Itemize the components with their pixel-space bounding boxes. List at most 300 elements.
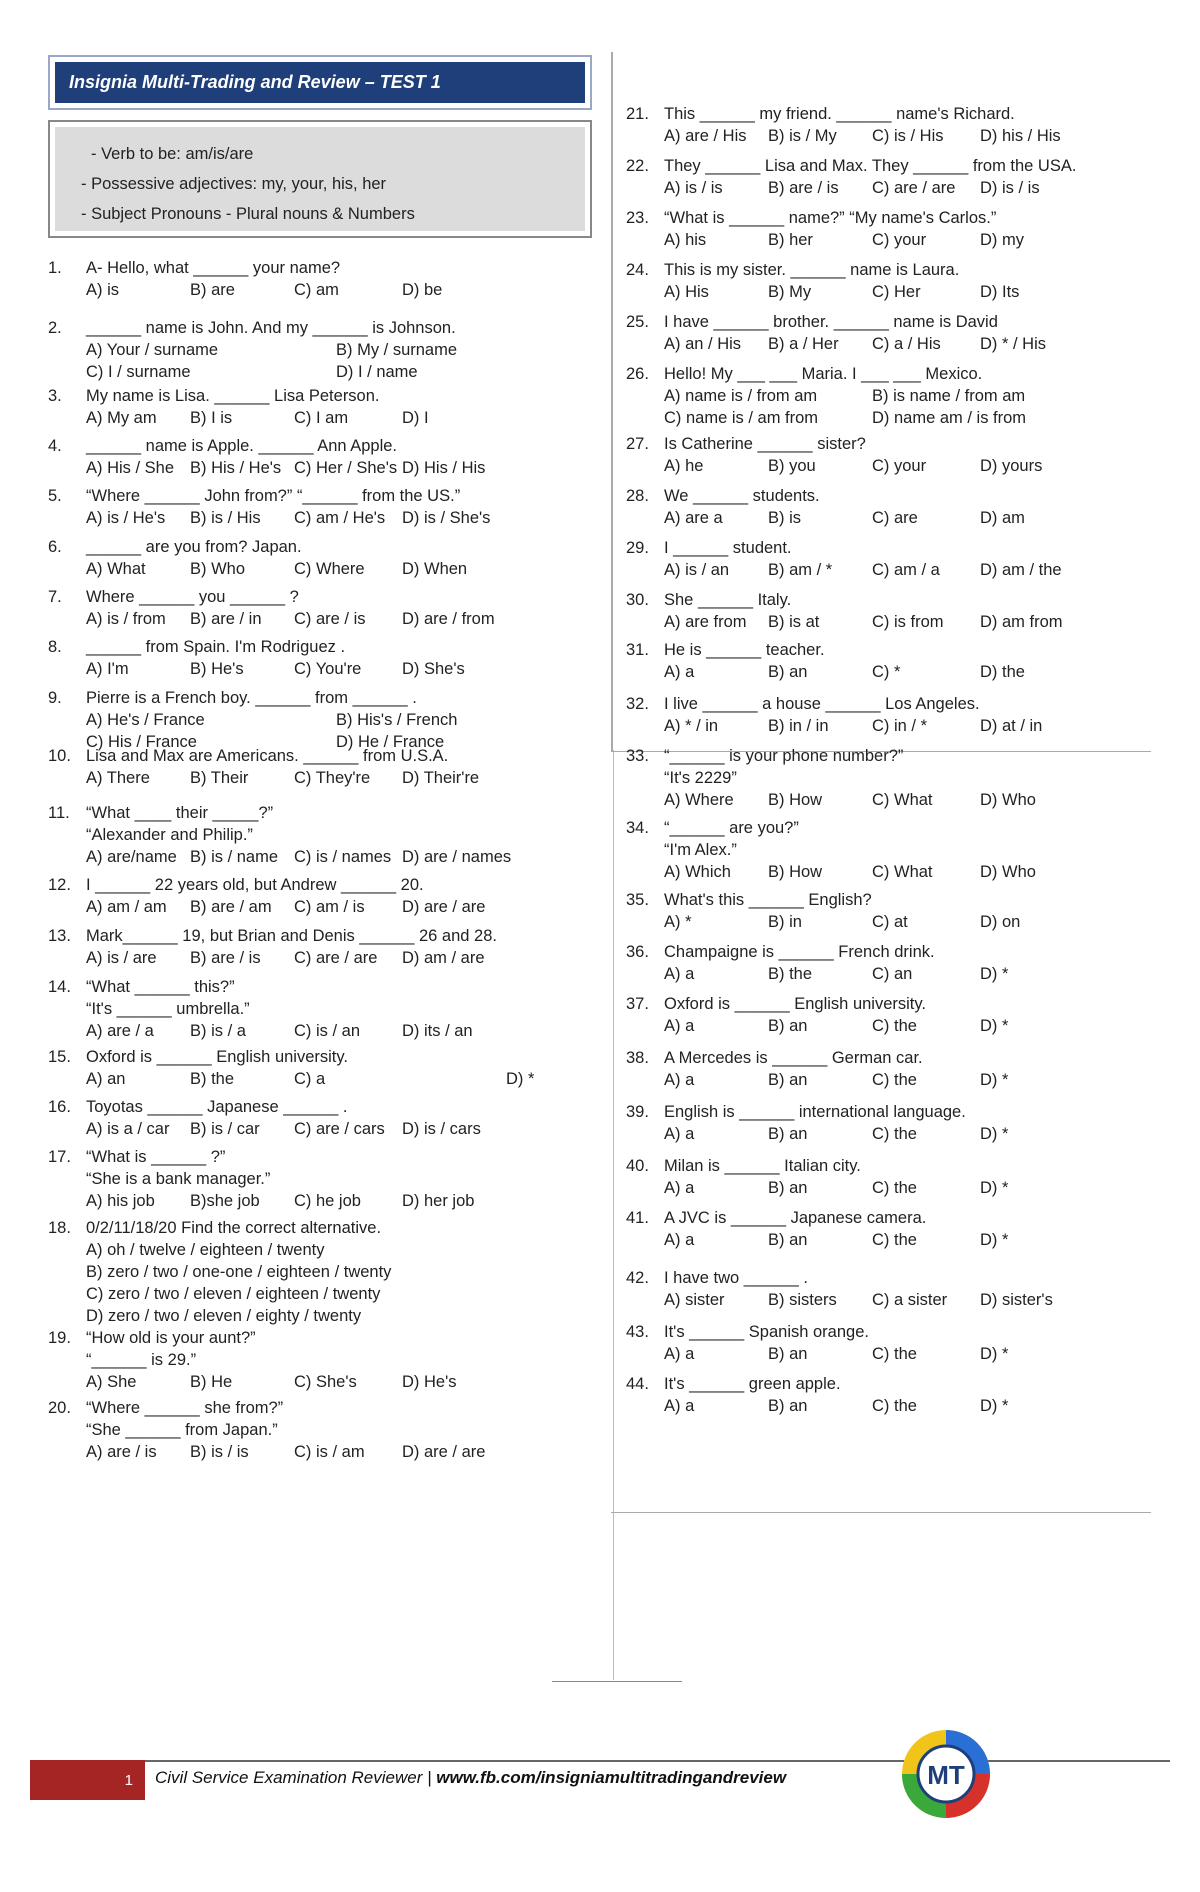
question-text: “______ are you?” [664,819,799,837]
topics-inner [55,127,585,231]
question-text: Is Catherine ______ sister? [664,435,866,453]
answer-option[interactable]: B) in / in [768,717,829,735]
answer-option[interactable]: D) * [980,1179,1009,1197]
answer-option[interactable]: C) I / surname [86,363,191,381]
answer-option[interactable]: D) her job [402,1192,475,1210]
answer-option[interactable]: A) * / in [664,717,719,735]
answer-option[interactable]: C) I am [294,409,349,427]
answer-option[interactable]: A) a [664,1017,695,1035]
answer-option[interactable]: D) He / France [336,733,445,751]
answer-option[interactable]: D) am from [980,613,1063,631]
answer-option[interactable]: A) are / His [664,127,747,145]
answer-option[interactable]: D) * [506,1070,535,1088]
answer-option[interactable]: B) an [768,1179,808,1197]
answer-option[interactable]: B) an [768,1017,808,1035]
question-number: 14. [48,978,71,996]
question-body [86,1328,593,1394]
answer-option[interactable]: D) at / in [980,717,1043,735]
question-body [86,1097,593,1141]
question-text: ______ name is Apple. ______ Ann Apple. [86,437,398,455]
answer-option[interactable]: B) My / surname [336,341,458,359]
answer-option[interactable]: C) the [872,1231,917,1249]
answer-options [86,710,593,732]
question-number: 25. [626,313,649,331]
answer-option[interactable]: B) How [768,791,823,809]
answer-option[interactable]: B) is / car [190,1120,260,1138]
answer-option[interactable]: D) are / are [402,1443,486,1461]
question-number: 5. [48,487,62,505]
answer-option[interactable]: C) are [872,509,918,527]
insignia-logo-icon [900,1728,992,1820]
answer-option[interactable]: D) * / His [980,335,1046,353]
answer-option[interactable]: B) the [190,1070,235,1088]
answer-option[interactable]: B) Who [190,560,246,578]
answer-option[interactable]: C) an [872,965,913,983]
question-body [664,260,1146,304]
answer-option[interactable]: B) an [768,663,808,681]
answer-option[interactable]: B) Their [190,769,249,787]
answer-option[interactable]: B) a / Her [768,335,839,353]
answer-option[interactable]: A) There [86,769,150,787]
answer-option[interactable]: B) her [768,231,813,249]
question-number: 10. [48,747,71,765]
answer-option[interactable]: B) are / am [190,898,272,916]
answer-option[interactable]: D) sister's [980,1291,1053,1309]
question-text: He is ______ teacher. [664,641,825,659]
answer-option[interactable]: D) my [980,231,1024,249]
footer-rule [30,1760,1170,1762]
answer-option[interactable]: A) are a [664,509,723,527]
answer-option[interactable]: C) * [872,663,901,681]
topic-item: - Possessive adjectives: my, your, his, her [81,175,387,193]
question-number: 30. [626,591,649,609]
answer-option[interactable]: C) is from [872,613,944,631]
answer-option[interactable]: C) You're [294,660,362,678]
footer-url[interactable]: www.fb.com/insigniamultitradingandreview [436,1768,787,1787]
answer-option[interactable]: C) a sister [872,1291,948,1309]
answer-option[interactable]: A) sister [664,1291,725,1309]
answer-option[interactable]: A) a [664,1125,695,1143]
answer-options [86,458,593,480]
question-text: Toyotas ______ Japanese ______ . [86,1098,348,1116]
answer-option[interactable]: B) are / is [768,179,839,197]
answer-option[interactable]: B) His's / French [336,711,458,729]
answer-options [86,280,593,302]
answer-option[interactable]: C) a / His [872,335,941,353]
question-body [664,1208,1146,1252]
answer-option[interactable]: C) in / * [872,717,928,735]
answer-option[interactable]: C) at [872,913,908,931]
answer-option[interactable]: C) What [872,791,933,809]
answer-option[interactable]: A) an / His [664,335,742,353]
answer-option[interactable]: A) an [86,1070,126,1088]
answer-option[interactable]: D) yours [980,457,1043,475]
question-body [664,434,1146,478]
answer-options [86,1372,593,1394]
answer-option[interactable]: D) * [980,1397,1009,1415]
question-text: They ______ Lisa and Max. They ______ from the USA. [664,157,1077,175]
answer-options [664,716,1146,738]
question-body [86,803,593,869]
answer-option[interactable]: A) is [86,281,119,299]
answer-option[interactable]: C) are / are [294,949,378,967]
answer-option[interactable]: D) * [980,965,1009,983]
question-text: I have ______ brother. ______ name is David [664,313,998,331]
question-body [664,942,1146,986]
question-body [86,258,593,302]
question-body [664,1156,1146,1200]
question-text: “I'm Alex.” [664,841,737,859]
question-text: We ______ students. [664,487,820,505]
answer-option[interactable]: C) he job [294,1192,361,1210]
question-body [86,318,593,384]
answer-option[interactable]: A) a [664,1071,695,1089]
answer-option[interactable]: A) is / an [664,561,730,579]
answer-options [664,1396,1146,1418]
answer-option[interactable]: B) are / is [190,949,261,967]
answer-option[interactable]: D) am / are [402,949,485,967]
answer-option[interactable]: C) They're [294,769,371,787]
answer-option[interactable]: C) the [872,1179,917,1197]
answer-option[interactable]: D) * [980,1071,1009,1089]
question-body [664,994,1146,1038]
logo-text: MT [927,1760,965,1790]
question-body [664,208,1146,252]
answer-option[interactable]: C) the [872,1071,917,1089]
question-text: It's ______ Spanish orange. [664,1323,869,1341]
answer-option[interactable]: B) His / He's [190,459,282,477]
answer-option[interactable]: C) is / His [872,127,944,145]
answer-option[interactable]: A) he [664,457,704,475]
answer-option[interactable]: D) * [980,1345,1009,1363]
answer-option[interactable]: A) is a / car [86,1120,170,1138]
answer-option[interactable]: A) I'm [86,660,129,678]
answer-option[interactable]: C) your [872,231,927,249]
answer-option[interactable]: A) She [86,1373,137,1391]
question-number: 1. [48,259,62,277]
answer-options [86,559,593,581]
answer-options [86,408,593,430]
answer-option[interactable]: B) He's [190,660,244,678]
answer-options [86,897,593,919]
answer-option[interactable]: D) are / from [402,610,495,628]
question-body [664,1102,1146,1146]
answer-option[interactable]: D) * [980,1017,1009,1035]
topic-item: - Subject Pronouns - Plural nouns & Numbers [81,205,415,223]
answer-options [664,334,1146,356]
question-text: Lisa and Max are Americans. ______ from U.S.A. [86,747,449,765]
question-body [664,890,1146,934]
answer-option[interactable]: A) am / am [86,898,167,916]
answer-option[interactable]: B) are / in [190,610,262,628]
answer-option[interactable]: C) am / He's [294,509,386,527]
answer-options [86,1119,593,1141]
answer-option[interactable]: D) Who [980,791,1036,809]
answer-option[interactable]: D) is / She's [402,509,491,527]
question-body [86,537,593,581]
answer-option[interactable]: A) is / from [86,610,166,628]
answer-option[interactable]: B) I is [190,409,233,427]
answer-option[interactable]: B) the [768,965,813,983]
footer-label: Civil Service Examination Reviewer [155,1768,423,1787]
answer-option[interactable]: C) is / names [294,848,392,866]
question-number: 4. [48,437,62,455]
question-text: I ______ 22 years old, but Andrew ______ 20. [86,876,424,894]
question-text: “It's ______ umbrella.” [86,1000,250,1018]
answer-options [86,1442,593,1464]
question-number: 39. [626,1103,649,1121]
answer-option[interactable]: C) His / France [86,733,197,751]
question-text: “Alexander and Philip.” [86,826,253,844]
question-number: 35. [626,891,649,909]
test-title: Insignia Multi-Trading and Review – TEST 1 [55,62,585,103]
answer-option[interactable]: D) the [980,663,1025,681]
answer-options [664,456,1146,478]
question-text: Hello! My ___ ___ Maria. I ___ ___ Mexico. [664,365,983,383]
answer-options [664,1016,1146,1038]
question-text: ______ are you from? Japan. [86,538,302,556]
question-body [664,1268,1146,1312]
answer-option[interactable]: B) am / * [768,561,833,579]
question-number: 21. [626,105,649,123]
question-text: What's this ______ English? [664,891,872,909]
answer-option[interactable]: C) the [872,1017,917,1035]
answer-option[interactable]: D) be [402,281,443,299]
question-body [664,746,1146,812]
answer-option[interactable]: B) an [768,1125,808,1143]
answer-option[interactable]: A) a [664,1179,695,1197]
answer-option[interactable]: A) a [664,663,695,681]
answer-option[interactable]: D) Their're [402,769,480,787]
question-text: A) oh / twelve / eighteen / twenty [86,1241,325,1259]
question-text: A Mercedes is ______ German car. [664,1049,923,1067]
answer-option[interactable]: A) His [664,283,709,301]
answer-option[interactable]: D) * [980,1231,1009,1249]
answer-option[interactable]: B) is name / from am [872,387,1026,405]
question-body [664,312,1146,356]
question-body [664,694,1146,738]
answer-option[interactable]: A) His / She [86,459,175,477]
answer-option[interactable]: C) are / cars [294,1120,385,1138]
answer-options [664,662,1146,684]
question-text: English is ______ international language. [664,1103,966,1121]
answer-option[interactable]: C) is / an [294,1022,361,1040]
question-number: 26. [626,365,649,383]
question-body [86,688,593,754]
question-body [664,818,1146,884]
answer-option[interactable]: D) When [402,560,468,578]
answer-options [664,282,1146,304]
answer-option[interactable]: D) * [980,1125,1009,1143]
question-text: “Where ______ she from?” [86,1399,284,1417]
answer-options [664,386,1146,408]
answer-option[interactable]: B)she job [190,1192,260,1210]
answer-option[interactable]: C) What [872,863,933,881]
answer-option[interactable]: D) I / name [336,363,418,381]
answer-option[interactable]: C) am [294,281,339,299]
question-text: She ______ Italy. [664,591,792,609]
answer-options [664,1290,1146,1312]
footer-text: Civil Service Examination Reviewer | www.fb.com/insigniamultitradingandreview [155,1768,787,1787]
answer-option[interactable]: A) My am [86,409,157,427]
question-body [86,436,593,480]
answer-option[interactable]: C) am / a [872,561,940,579]
question-text: It's ______ green apple. [664,1375,841,1393]
answer-option[interactable]: C) are / are [872,179,956,197]
answer-options [664,1344,1146,1366]
answer-option[interactable]: D) on [980,913,1021,931]
question-number: 11. [48,804,70,822]
question-number: 12. [48,876,71,894]
question-number: 32. [626,695,649,713]
question-body [86,1398,593,1464]
answer-option[interactable]: B) is [768,509,801,527]
question-text: Mark______ 19, but Brian and Denis ______ 26 and 28. [86,927,497,945]
answer-options [86,1069,593,1091]
question-number: 6. [48,538,62,556]
answer-option[interactable]: D) am [980,509,1025,527]
answer-option[interactable]: C) She's [294,1373,357,1391]
questions-left-column [48,258,593,1698]
answer-option[interactable]: B) How [768,863,823,881]
question-text: B) zero / two / one-one / eighteen / twenty [86,1263,392,1281]
answer-option[interactable]: A) are / is [86,1443,157,1461]
question-body [86,1147,593,1213]
topics-box [48,120,592,238]
answer-option[interactable]: C) Where [294,560,365,578]
answer-option[interactable]: D) are / names [402,848,512,866]
answer-option[interactable]: D) its / an [402,1022,473,1040]
answer-option[interactable]: D) am / the [980,561,1062,579]
answer-option[interactable]: B) is / name [190,848,279,866]
question-text: This ______ my friend. ______ name's Richard. [664,105,1015,123]
answer-option[interactable]: D) His / His [402,459,486,477]
answer-option[interactable]: A) Which [664,863,731,881]
answer-option[interactable]: B) an [768,1397,808,1415]
answer-option[interactable]: A) a [664,1345,695,1363]
answer-option[interactable]: A) * [664,913,692,931]
answer-option[interactable]: B) is / is [190,1443,249,1461]
answer-option[interactable]: D) Its [980,283,1020,301]
answer-option[interactable]: B) My [768,283,812,301]
question-text: “What ____ their _____?” [86,804,274,822]
answer-option[interactable]: A) a [664,965,695,983]
question-number: 9. [48,689,62,707]
answer-options [664,178,1146,200]
question-body [664,1374,1146,1418]
question-text: ______ name is John. And my ______ is Johnson. [86,319,456,337]
answer-options [664,912,1146,934]
answer-option[interactable]: B) an [768,1231,808,1249]
answer-option[interactable]: C) is / am [294,1443,365,1461]
question-body [664,486,1146,530]
question-body [86,386,593,430]
answer-options [86,362,593,384]
question-number: 17. [48,1148,71,1166]
question-text: Milan is ______ Italian city. [664,1157,861,1175]
answer-option[interactable]: B) sisters [768,1291,837,1309]
answer-option[interactable]: A) is / are [86,949,157,967]
page-number: 1 [30,1760,145,1800]
answer-option[interactable]: A) Where [664,791,734,809]
answer-option[interactable]: D) Who [980,863,1036,881]
answer-options [664,408,1146,430]
answer-option[interactable]: A) is / He's [86,509,166,527]
answer-option[interactable]: B) He [190,1373,233,1391]
answer-option[interactable]: C) the [872,1397,917,1415]
answer-options [664,230,1146,252]
answer-option[interactable]: D) She's [402,660,465,678]
answer-option[interactable]: D) name am / is from [872,409,1027,427]
question-text: I ______ student. [664,539,792,557]
answer-option[interactable]: C) your [872,457,927,475]
answer-option[interactable]: B) an [768,1345,808,1363]
answer-option[interactable]: A) Your / surname [86,341,219,359]
question-text: ______ from Spain. I'm Rodriguez . [86,638,346,656]
answer-option[interactable]: D) his / His [980,127,1061,145]
answer-option[interactable]: A) a [664,1231,695,1249]
answer-option[interactable]: D) are / are [402,898,486,916]
answer-option[interactable]: C) are / is [294,610,366,628]
answer-option[interactable]: C) Her / She's [294,459,398,477]
answer-option[interactable]: D) is / cars [402,1120,481,1138]
answer-option[interactable]: B) is / a [190,1022,246,1040]
answer-option[interactable]: B) is / His [190,509,261,527]
question-body [86,1047,593,1091]
question-number: 42. [626,1269,649,1287]
answer-option[interactable]: D) He's [402,1373,457,1391]
answer-option[interactable]: B) is / My [768,127,837,145]
question-body [86,587,593,631]
question-number: 8. [48,638,62,656]
answer-option[interactable]: A) his job [86,1192,155,1210]
question-text: Oxford is ______ English university. [664,995,926,1013]
answer-option[interactable]: A) are / a [86,1022,154,1040]
question-text: Pierre is a French boy. ______ from ______ . [86,689,417,707]
answer-option[interactable]: C) the [872,1125,917,1143]
answer-option[interactable]: B) is at [768,613,820,631]
question-text: D) zero / two / eleven / eighty / twenty [86,1307,362,1325]
answer-option[interactable]: B) are [190,281,235,299]
answer-option[interactable]: A) What [86,560,146,578]
answer-option[interactable]: D) I [402,409,429,427]
answer-option[interactable]: A) is / is [664,179,723,197]
answer-option[interactable]: A) his [664,231,707,249]
answer-option[interactable]: D) is / is [980,179,1040,197]
answer-option[interactable]: C) Her [872,283,921,301]
answer-options [664,964,1146,986]
answer-option[interactable]: B) an [768,1071,808,1089]
question-text: I live ______ a house ______ Los Angeles. [664,695,980,713]
answer-option[interactable]: B) in [768,913,802,931]
answer-options [664,1178,1146,1200]
answer-option[interactable]: C) the [872,1345,917,1363]
answer-option[interactable]: C) name is / am from [664,409,819,427]
answer-option[interactable]: A) a [664,1397,695,1415]
answer-option[interactable]: A) name is / from am [664,387,818,405]
answer-option[interactable]: C) am / is [294,898,365,916]
question-number: 19. [48,1329,71,1347]
answer-option[interactable]: A) are/name [86,848,177,866]
answer-option[interactable]: C) a [294,1070,326,1088]
question-body [664,1048,1146,1092]
question-body [664,364,1146,430]
answer-option[interactable]: A) are from [664,613,747,631]
answer-option[interactable]: B) you [768,457,816,475]
answer-options [664,1124,1146,1146]
answer-option[interactable]: A) He's / France [86,711,205,729]
question-text: Champaigne is ______ French drink. [664,943,935,961]
